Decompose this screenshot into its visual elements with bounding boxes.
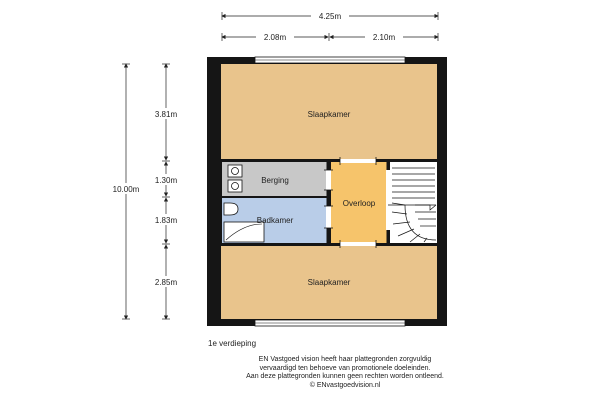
disclaimer-line: © ENvastgoedvision.nl: [309, 381, 381, 389]
dim-label-width-right: 2.10m: [372, 33, 396, 42]
dim-label-depth-1: 3.81m: [154, 110, 178, 119]
door-bathroom: [326, 206, 331, 228]
door-bedroom-bottom: [340, 242, 376, 246]
toilet-icon: [224, 203, 238, 215]
disclaimer-line: Aan deze plattegronden kunnen geen rechten worden ontleend.: [246, 373, 444, 380]
room-label-bedroom-bottom: Slaapkamer: [307, 278, 351, 287]
shower-icon: [224, 222, 264, 242]
stair-opening: [386, 170, 391, 230]
dryer-icon: [228, 180, 242, 192]
dim-label-depth-3: 1.83m: [154, 216, 178, 225]
disclaimer-text: [200, 356, 490, 390]
dim-label-total-depth: 10.00m: [112, 185, 140, 194]
floor-level-label: 1e verdieping: [208, 339, 257, 348]
dim-label-total-width: 4.25m: [318, 12, 342, 21]
dim-label-width-left: 2.08m: [263, 33, 287, 42]
room-label-storage: Berging: [261, 176, 289, 185]
room-label-bathroom: Badkamer: [256, 216, 294, 225]
door-storage: [326, 170, 331, 190]
room-label-bedroom-top: Slaapkamer: [307, 110, 351, 119]
dim-label-depth-2: 1.30m: [154, 176, 178, 185]
room-label-landing: Overloop: [342, 199, 376, 208]
dim-label-depth-4: 2.85m: [154, 278, 178, 287]
disclaimer-line: EN Vastgoed vision heeft haar plattegronden zorgvuldig: [258, 356, 432, 363]
disclaimer-line: vervaardigd ten behoeve van promotionele doeleinden.: [259, 364, 431, 372]
door-bedroom-top: [340, 159, 376, 163]
washing-machine-icon: [228, 165, 242, 177]
